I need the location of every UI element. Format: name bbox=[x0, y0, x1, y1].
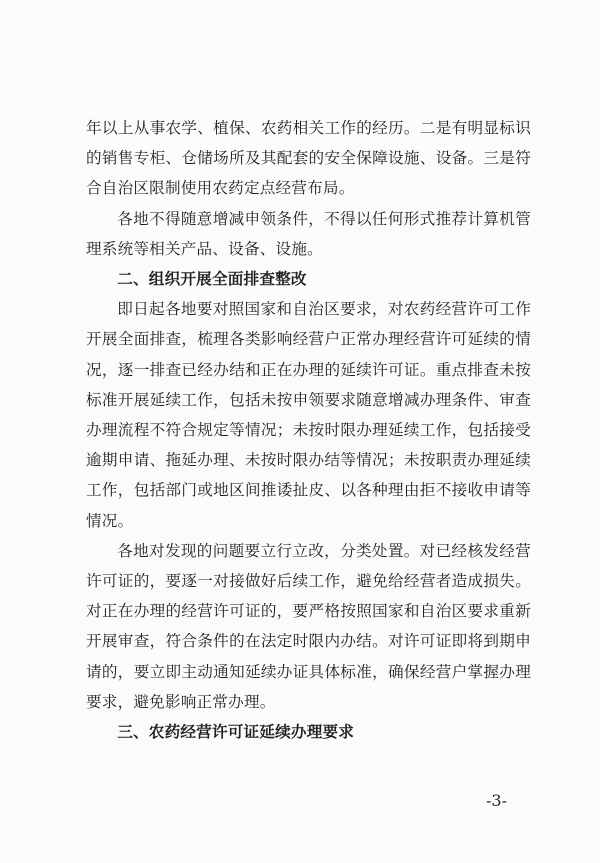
page-number: -3- bbox=[486, 791, 507, 810]
section-heading-3: 三、农药经营许可证延续办理要求 bbox=[117, 723, 355, 742]
section-heading-2: 二、组织开展全面排查整改 bbox=[117, 270, 307, 289]
paragraph-comprehensive-inspection: 即日起各地要对照国家和自治区要求，对农药经营许可工作开展全面排查，梳理各类影响经营户正常办理经营许可延续的情况，逐一排查已经办结和正在办理的延续许可证。重点排查未按标准开展延续工作，包括未按申领要求随意增减办理条件、审查办理流程不符合规定等情况；未按时限办理延续工作，包括接受逾期申请、拖延办理、未按时限办结等情况；未按职责办理延续工作，包括部门或地区间推诿扯皮、以各种理由拒不接收申请等情况。 bbox=[86, 300, 531, 530]
document-body bbox=[86, 113, 531, 747]
paragraph-continued-requirements: 年以上从事农学、植保、农药相关工作的经历。二是有明显标识的销售专柜、仓储场所及其配套的安全保障设施、设备。三是符合自治区限制使用农药定点经营布局。 bbox=[86, 119, 531, 198]
paragraph-no-arbitrary-conditions: 各地不得随意增减申领条件，不得以任何形式推荐计算机管理系统等相关产品、设备、设施。 bbox=[86, 209, 531, 258]
paragraph-rectification: 各地对发现的问题要立行立改，分类处置。对已经核发经营许可证的，要逐一对接做好后续工作，避免给经营者造成损失。对正在办理的经营许可证的，要严格按照国家和自治区要求重新开展审查，符合条件的在法定时限内办结。对许可证即将到期申请的，要立即主动通知延续办证具体标准，确保经营户掌握办理要求，避免影响正常办理。 bbox=[86, 541, 531, 711]
